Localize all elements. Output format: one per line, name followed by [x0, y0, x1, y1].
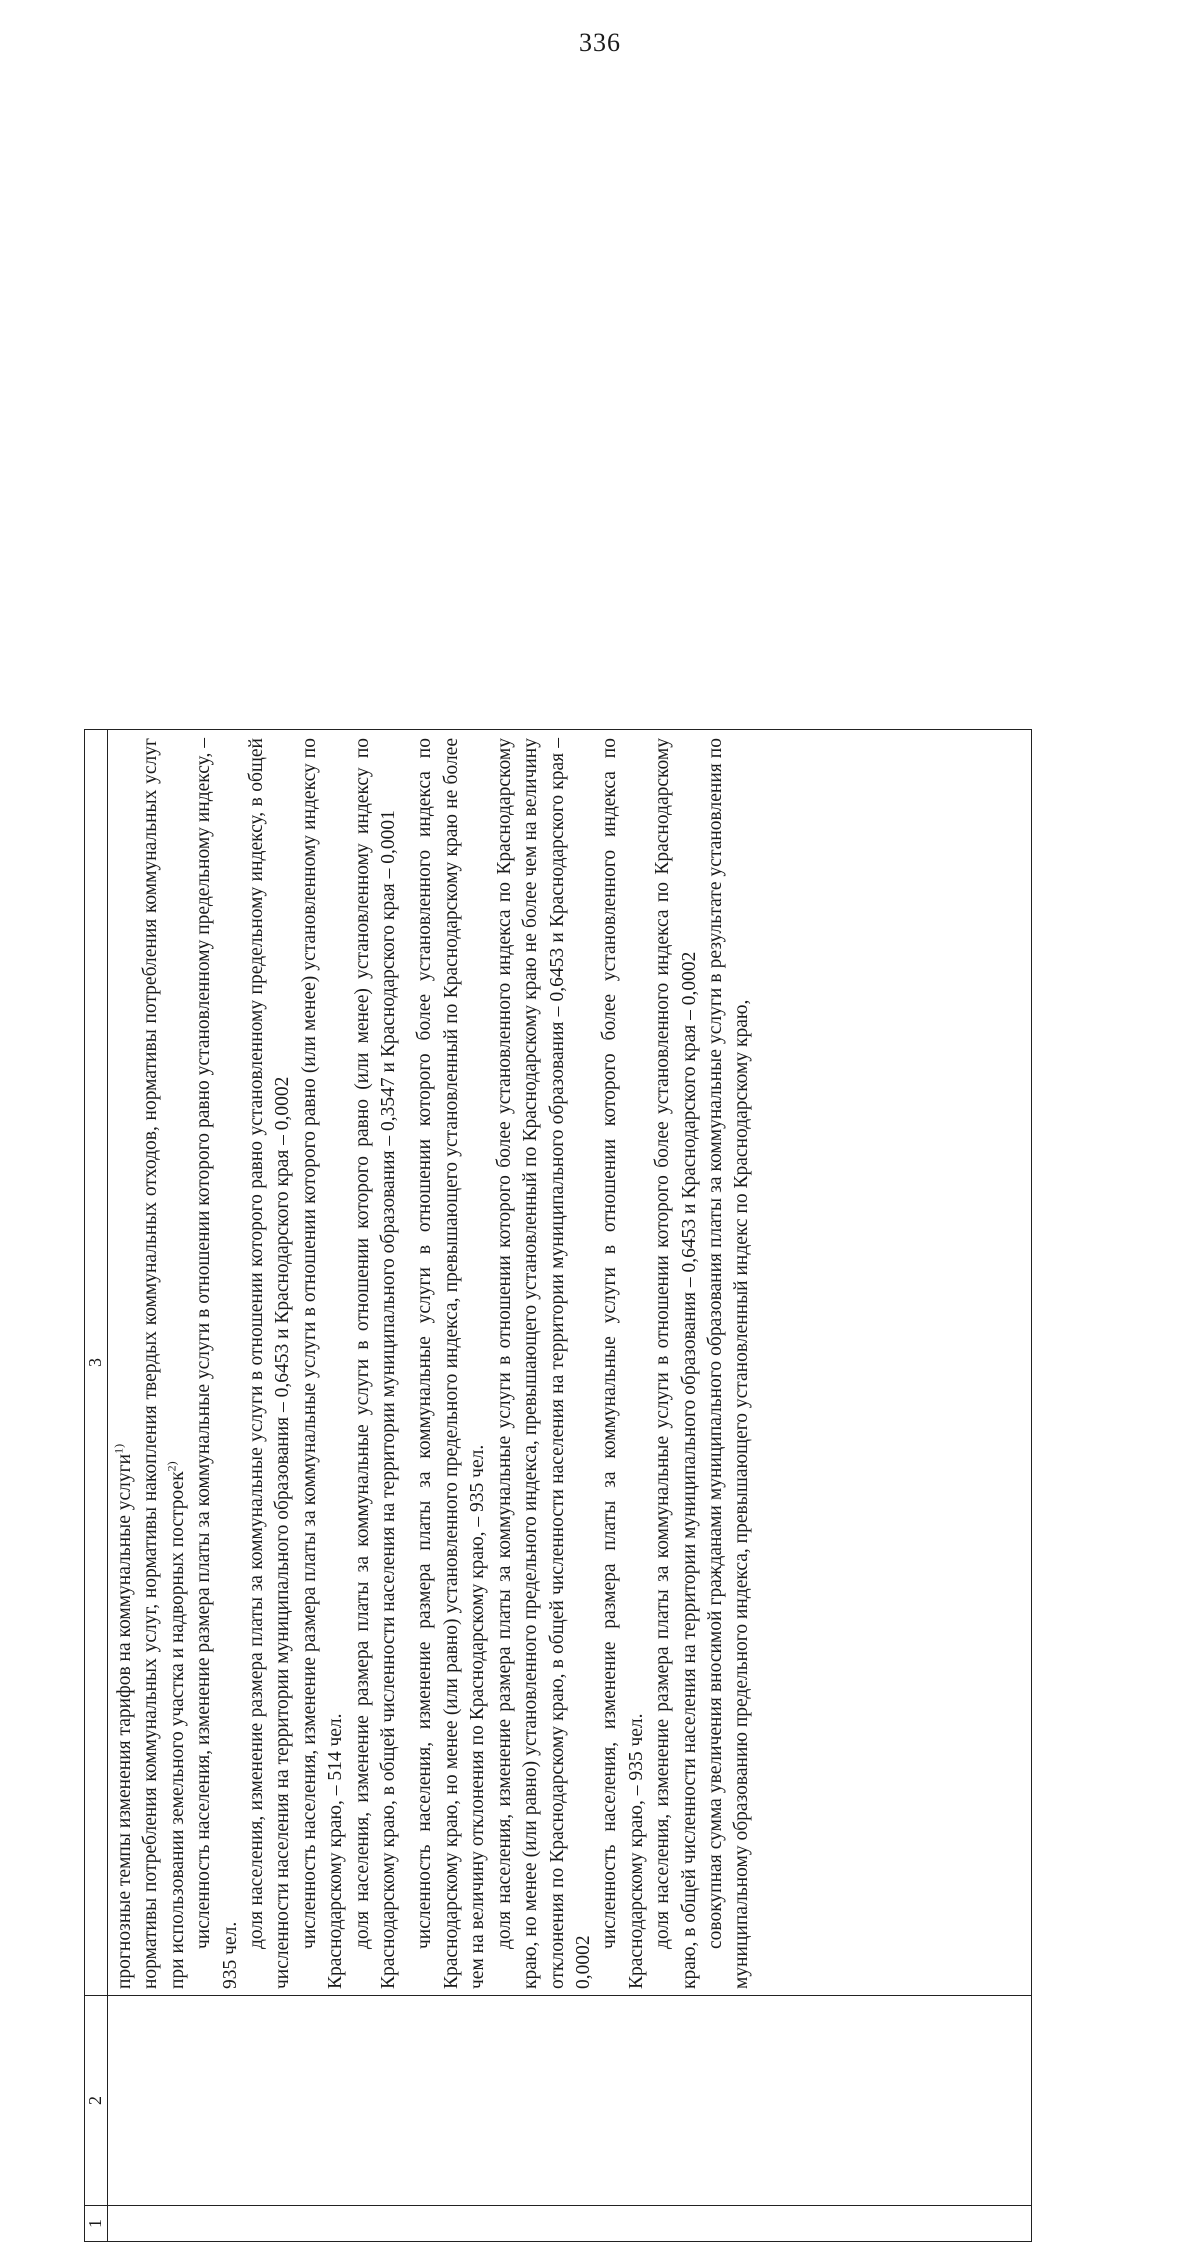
- paragraph-text: доля населения, изменение размера платы за коммунальные услуги в отношении которого равно (или менее) установленному индексу по Краснодарскому краю, в общей численности населения на территории муниципального образования – 0,3547 и Краснодарского края – 0,0001: [351, 738, 400, 1989]
- paragraph-text: нормативы потребления коммунальных услуг, нормативы накопления твердых коммунальных отходов, нормативы потребления коммунальных услуг при использовании земельного участка и надворных построек: [140, 738, 188, 1989]
- paragraph: [650, 738, 703, 1989]
- paragraph-text: численность населения, изменение размера платы за коммунальные услуги в отношении которого равно установленному предельному индексу, – 935 чел.: [193, 738, 241, 1989]
- paragraph: [492, 738, 598, 1989]
- cell-column-1: [108, 2206, 1032, 2242]
- table-header-row: [85, 730, 108, 2242]
- document-table: [84, 729, 1032, 2242]
- paragraph: [297, 738, 350, 1989]
- paragraph-text: совокупная сумма увеличения вносимой гражданами муниципального образования платы за коммунальные услуги в результате установления по муниципальному образованию предельного индекса, превышающего установленный индекс по Краснодарскому краю,: [704, 738, 753, 1989]
- paragraph: [412, 738, 491, 1989]
- cell-column-2: [108, 1996, 1032, 2206]
- paragraph-text: прогнозные темпы изменения тарифов на коммунальные услуги: [114, 1453, 135, 1989]
- paragraph: [597, 738, 650, 1989]
- column-header-3: 3: [85, 730, 108, 1996]
- column-header-2: 2: [85, 1996, 108, 2206]
- paragraph-text: численность населения, изменение размера платы за коммунальные услуги в отношении которого более установленного индекса по Краснодарскому краю, – 935 чел.: [599, 738, 647, 1989]
- paragraph-gap: [402, 738, 412, 1989]
- cell-column-3: [108, 730, 1032, 1996]
- page-number: 336: [579, 28, 621, 57]
- footnote-marker: 1): [111, 1443, 126, 1454]
- paragraph-text: численность населения, изменение размера платы за коммунальные услуги в отношении которого равно (или менее) установленному индексу по Краснодарскому краю, – 514 чел.: [298, 738, 347, 1989]
- paragraph-text: доля населения, изменение размера платы за коммунальные услуги в отношении которого более установленного индекса по Краснодарскому краю, в общей численности населения на территории муниципального образования – 0,6453 и Краснодарского края – 0,0002: [652, 738, 700, 1989]
- paragraph: [112, 738, 138, 1989]
- footnote-marker: 2): [164, 1461, 179, 1472]
- paragraph-text: доля населения, изменение размера платы за коммунальные услуги в отношении которого более установленного индекса по Краснодарскому краю, но менее (или равно) установленного предельного индекса, превышающего установленный по Краснодарскому краю не более чем на величину отклонения по Краснодарскому краю, в общей численности населения на территории муниципального образования – 0,6453 и Краснодарского края – 0,0002: [493, 738, 594, 1989]
- paragraph: [191, 738, 244, 1989]
- paragraph: [138, 738, 191, 1989]
- paragraph: [703, 738, 756, 1989]
- paragraph-text: численность населения, изменение размера платы за коммунальные услуги в отношении которого более установленного индекса по Краснодарскому краю, но менее (или равно) установленного предельного индекса, превышающего установленный по Краснодарскому краю не более чем на величину отклонения по Краснодарскому краю, – 935 чел.: [414, 738, 489, 1989]
- column-3-text: [112, 738, 756, 1989]
- paragraph: [350, 738, 403, 1989]
- paragraph: [244, 738, 297, 1989]
- column-header-1: 1: [85, 2206, 108, 2242]
- table-row: [108, 730, 1032, 2242]
- rotated-table-container: [84, 730, 1032, 2242]
- paragraph-text: доля населения, изменение размера платы за коммунальные услуги в отношении которого равно установленному предельному индексу, в общей численности населения на территории муниципального образования – 0,6453 и Краснодарского края – 0,0002: [246, 738, 294, 1989]
